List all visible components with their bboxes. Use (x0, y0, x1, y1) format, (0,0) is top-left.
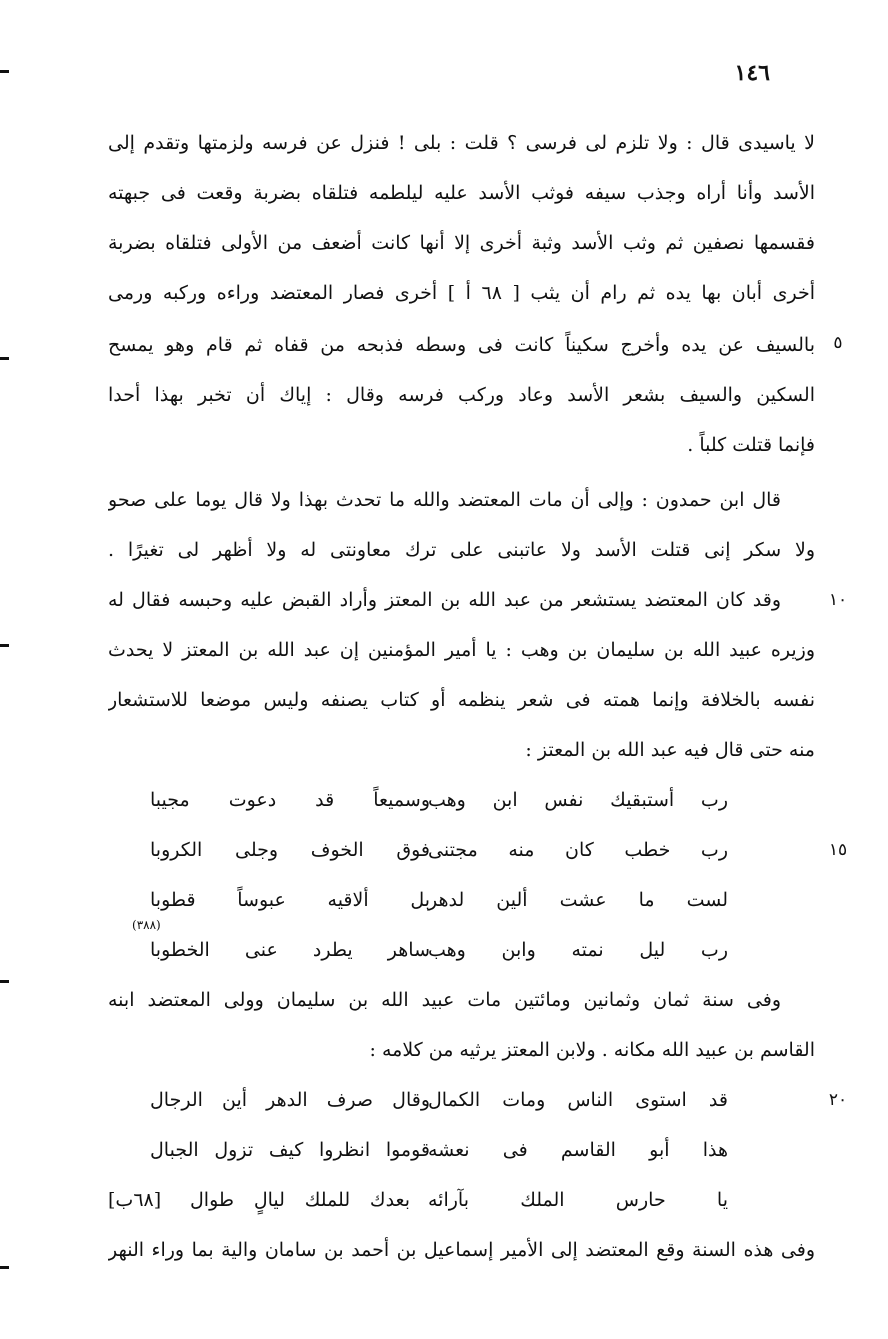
line-number: ٥ (833, 333, 843, 353)
text-line: وفى هذه السنة وقع المعتضد إلى الأمير إسماعيل بن أحمد بن سامان والية بما وراء النهر (108, 1239, 815, 1261)
verse-second-hemistich: ساهر يطرد عنى الخطوبا (150, 939, 430, 961)
text-line: منه حتى قال فيه عبد الله بن المعتز : (525, 739, 815, 761)
verse-second-hemistich: وسميعاً قد دعوت مجيبا (150, 789, 430, 811)
verse-first-hemistich: يا حارس الملك بآرائه (428, 1189, 728, 1211)
verse-first-hemistich: رب خطب كان منه مجتنى (428, 839, 728, 861)
line-number: ٢٠ (828, 1090, 848, 1110)
edge-mark (0, 644, 9, 647)
folio-reference: [٦٨ب] (108, 1189, 162, 1211)
text-line: وزيره عبيد الله بن سليمان بن وهب : يا أمير المؤمنين إن عبد الله بن المعتز لا يحدث (108, 639, 815, 661)
text-line: فإنما قتلت كلباً . (687, 434, 815, 456)
verse-second-hemistich: وقال صرف الدهر أين الرجال (150, 1089, 430, 1111)
verse-second-hemistich: بعدك للملك ليالٍ طوال (190, 1189, 410, 1211)
text-line: وقد كان المعتضد يستشعر من عبد الله بن المعتز وأراد القبض عليه وحبسه فقال له (108, 589, 781, 611)
verse-second-hemistich: فوق الخوف وجلى الكروبا (150, 839, 430, 861)
text-line: أخرى أبان بها يده ثم رام أن يثب [ ٦٨ أ ] أخرى فصار المعتضد وراءه وركبه ورمى (108, 282, 815, 304)
page-number: ١٤٦ (734, 60, 770, 86)
line-number: ١٥ (828, 840, 848, 860)
edge-mark (0, 357, 9, 360)
text-line: نفسه بالخلافة وإنما همته فى شعر ينظمه أو كتاب يصنفه وليس موضعا للاستشعار (108, 689, 815, 711)
text-line: القاسم بن عبيد الله مكانه . ولابن المعتز يرثيه من كلامه : (369, 1039, 815, 1061)
verse-first-hemistich: قد استوى الناس ومات الكمال (428, 1089, 728, 1111)
text-line: السكين والسيف بشعر الأسد وعاد وركب فرسه وقال : إياك أن تخبر بهذا أحدا (108, 384, 815, 406)
verse-first-hemistich: رب ليل نمته وابن وهب (428, 939, 728, 961)
verse-first-hemistich: رب أستبقيك نفس ابن وهب (428, 789, 728, 811)
text-line: فقسمها نصفين ثم وثب الأسد وثبة أخرى إلا أنها كانت أضعف من الأولى فتلقاه بضربة (108, 232, 815, 254)
text-line: قال ابن حمدون : وإلى أن مات المعتضد والله ما تحدث بهذا ولا قال يوما على صحو (108, 489, 781, 511)
edge-mark (0, 70, 9, 73)
text-line: وفى سنة ثمان وثمانين ومائتين مات عبيد الله بن سليمان وولى المعتضد ابنه (108, 989, 781, 1011)
line-number: ١٠ (828, 590, 848, 610)
verse-first-hemistich: لست ما عشت ألين لدهر (428, 889, 728, 911)
verse-second-hemistich: قوموا انظروا كيف تزول الجبال (150, 1139, 430, 1161)
verse-second-hemistich: بل ألاقيه عبوساً قطوبا (150, 889, 430, 911)
verse-first-hemistich: هذا أبو القاسم فى نعشه (428, 1139, 728, 1161)
edge-mark (0, 980, 9, 983)
text-line: لا ياسيدى قال : ولا تلزم لى فرسى ؟ قلت : بلى ! فنزل عن فرسه ولزمتها وتقدم إلى (108, 132, 815, 154)
footnote-reference: (٣٨٨) (132, 918, 161, 932)
edge-mark (0, 1266, 9, 1269)
text-line: ولا سكر إنى قتلت الأسد ولا عاتبنى على ترك معاونتى له ولا أظهر لى تغيرًا . (108, 539, 815, 561)
text-line: الأسد وأنا أراه وجذب سيفه فوثب الأسد عليه ليلطمه فتلقاه بضربة وقعت فى جبهته (108, 182, 815, 204)
text-line: بالسيف عن يده وأخرج سكيناً كانت فى وسطه فذبحه من قفاه ثم قام وهو يمسح (108, 334, 815, 356)
